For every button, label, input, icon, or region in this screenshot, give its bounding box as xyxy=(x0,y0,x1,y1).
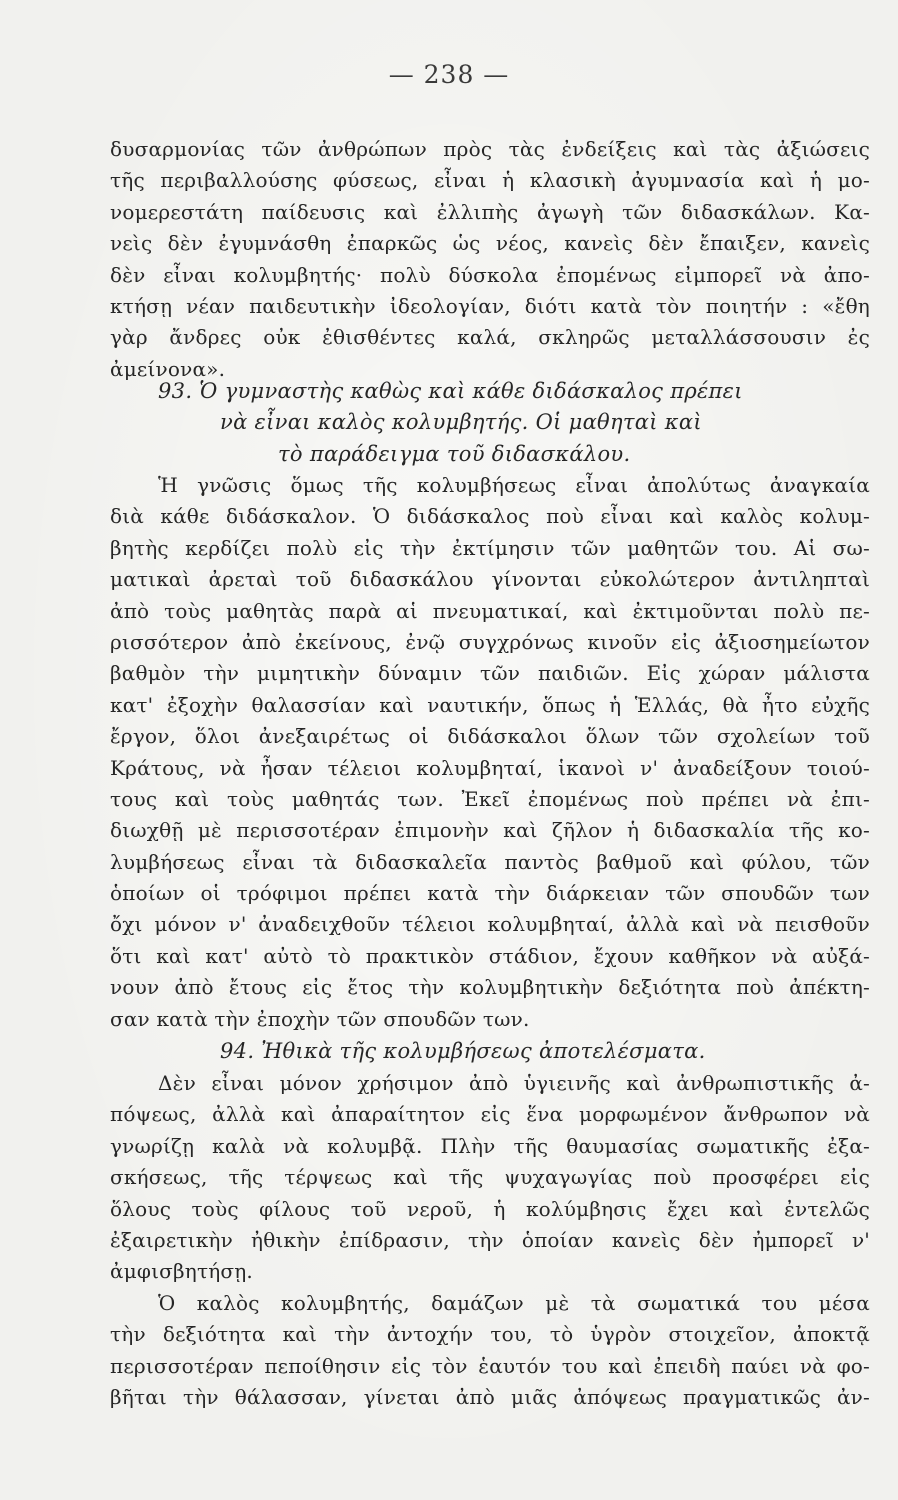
text-line: νεὶς δὲν ἐγυμνάσθη ἐπαρκῶς ὡς νέος, κανεὶς δὲν ἔπαιξεν, κανεὶς xyxy=(110,231,870,256)
text-line: ἔργον, ὅλοι ἀνεξαιρέτως οἱ διδάσκαλοι ὅλων τῶν σχολείων τοῦ xyxy=(110,724,870,749)
text-line: δὲν εἶναι κολυμβητής· πολὺ δύσκολα ἐπομένως εἰμπορεῖ νὰ ἀπο- xyxy=(110,262,870,287)
text-line: νομερεστάτη παίδευσις καὶ ἐλλιπὴς ἀγωγὴ τῶν διδασκάλων. Κα- xyxy=(110,199,870,224)
text-line: διωχθῇ μὲ περισσοτέραν ἐπιμονὴν καὶ ζῆλον ἡ διδασκαλία τῆς κο- xyxy=(110,818,870,843)
section-93-heading xyxy=(110,376,870,470)
paragraph-swimming-teacher xyxy=(110,470,870,1035)
section-heading-line: νὰ εἶναι καλὸς κολυμβητής. Οἱ μαθηταὶ καὶ xyxy=(220,410,702,435)
text-line: βητὴς κερδίζει πολὺ εἰς τὴν ἐκτίμησιν τῶν μαθητῶν του. Αἱ σω- xyxy=(110,535,870,560)
text-line: κατ' ἐξοχὴν θαλασσίαν καὶ ναυτικήν, ὅπως ἡ Ἑλλάς, θὰ ἦτο εὐχῆς xyxy=(110,692,870,717)
section-heading-line: 94. Ἠθικὰ τῆς κολυμβήσεως ἀποτελέσματα. xyxy=(220,1039,706,1063)
paragraph-continuation xyxy=(110,134,870,385)
text-line: βαθμὸν τὴν μιμητικὴν δύναμιν τῶν παιδιῶν. Εἰς χώραν μάλιστα xyxy=(110,661,870,686)
text-line: κτήσῃ νέαν παιδευτικὴν ἰδεολογίαν, διότι κατὰ τὸν ποιητήν : «ἔθη xyxy=(110,293,870,318)
text-line: ἀμείνονα». xyxy=(110,356,226,381)
text-line: νουν ἀπὸ ἔτους εἰς ἔτος τὴν κολυμβητικὴν δεξιότητα ποὺ ἀπέκτη- xyxy=(110,975,870,1000)
paragraph-good-swimmer xyxy=(110,1288,870,1414)
text-line: ὅτι καὶ κατ' αὐτὸ τὸ πρακτικὸν στάδιον, ἔχουν καθῆκον νὰ αὐξά- xyxy=(110,943,870,968)
text-line: ἀμφισβητήσῃ. xyxy=(110,1259,253,1284)
text-line: ἀπὸ τοὺς μαθητὰς παρὰ αἱ πνευματικαί, καὶ ἐκτιμοῦνται πολὺ πε- xyxy=(110,598,870,623)
text-line: βῆται τὴν θάλασσαν, γίνεται ἀπὸ μιᾶς ἀπόψεως πραγματικῶς ἀν- xyxy=(110,1385,870,1410)
section-94-heading xyxy=(110,1036,870,1067)
section-heading-line: 93. Ὁ γυμναστὴς καθὼς καὶ κάθε διδάσκαλος πρέπει xyxy=(158,379,743,403)
text-line: Ὁ καλὸς κολυμβητής, δαμάζων μὲ τὰ σωματικά του μέσα xyxy=(158,1291,870,1315)
text-line: πόψεως, ἀλλὰ καὶ ἀπαραίτητον εἰς ἕνα μορφωμένον ἄνθρωπον νὰ xyxy=(110,1102,870,1127)
text-line: ὄχι μόνον ν' ἀναδειχθοῦν τέλειοι κολυμβηταί, ἀλλὰ καὶ νὰ πεισθοῦν xyxy=(110,912,870,937)
text-line: γνωρίζῃ καλὰ νὰ κολυμβᾷ. Πλὴν τῆς θαυμασίας σωματικῆς ἐξα- xyxy=(110,1133,870,1158)
text-line: σαν κατὰ τὴν ἐποχὴν τῶν σπουδῶν των. xyxy=(110,1006,530,1031)
text-line: ματικαὶ ἀρεταὶ τοῦ διδασκάλου γίνονται εὐκολώτερον ἀντιληπταὶ xyxy=(110,567,870,592)
text-line: τὴν δεξιότητα καὶ τὴν ἀντοχήν του, τὸ ὑγρὸν στοιχεῖον, ἀποκτᾷ xyxy=(110,1322,870,1347)
section-heading-line: τὸ παράδειγμα τοῦ διδασκάλου. xyxy=(278,441,631,466)
paragraph-moral-effects xyxy=(110,1068,870,1288)
text-line: Κράτους, νὰ ἦσαν τέλειοι κολυμβηταί, ἱκανοὶ ν' ἀναδείξουν τοιού- xyxy=(110,755,870,780)
text-line: ὅλους τοὺς φίλους τοῦ νεροῦ, ἡ κολύμβησις ἔχει καὶ ἐντελῶς xyxy=(110,1196,870,1221)
text-line: λυμβήσεως εἶναι τὰ διδασκαλεῖα παντὸς βαθμοῦ καὶ φύλου, τῶν xyxy=(110,849,870,874)
text-line: ἐξαιρετικὴν ἠθικὴν ἐπίδρασιν, τὴν ὁποίαν κανεὶς δὲν ἠμπορεῖ ν' xyxy=(110,1227,870,1252)
text-line: Ἡ γνῶσις ὅμως τῆς κολυμβήσεως εἶναι ἀπολύτως ἀναγκαία xyxy=(158,473,870,497)
text-line: διὰ κάθε διδάσκαλον. Ὁ διδάσκαλος ποὺ εἶναι καὶ καλὸς κολυμ- xyxy=(110,504,870,529)
text-line: ὁποίων οἱ τρόφιμοι πρέπει κατὰ τὴν διάρκειαν τῶν σπουδῶν των xyxy=(110,881,870,906)
text-line: σκήσεως, τῆς τέρψεως καὶ τῆς ψυχαγωγίας ποὺ προσφέρει εἰς xyxy=(110,1165,870,1190)
text-line: δυσαρμονίας τῶν ἀνθρώπων πρὸς τὰς ἐνδείξεις καὶ τὰς ἀξιώσεις xyxy=(110,137,870,161)
text-line: τῆς περιβαλλούσης φύσεως, εἶναι ἡ κλασικὴ ἀγυμνασία καὶ ἡ μο- xyxy=(110,168,870,193)
text-line: ρισσότερον ἀπὸ ἐκείνους, ἐνῷ συγχρόνως κινοῦν εἰς ἀξιοσημείωτον xyxy=(110,629,870,654)
text-line: τους καὶ τοὺς μαθητάς των. Ἐκεῖ ἐπομένως ποὺ πρέπει νὰ ἐπι- xyxy=(110,786,870,811)
text-line: γὰρ ἄνδρες οὐκ ἐθισθέντες καλά, σκληρῶς μεταλλάσσουσιν ἐς xyxy=(110,325,870,350)
text-line: Δὲν εἶναι μόνον χρήσιμον ἀπὸ ὑγιεινῆς καὶ ἀνθρωπιστικῆς ἀ- xyxy=(158,1071,870,1095)
page-number: — 238 — xyxy=(388,60,510,89)
text-line: περισσοτέραν πεποίθησιν εἰς τὸν ἑαυτόν του καὶ ἐπειδὴ παύει νὰ φο- xyxy=(110,1353,870,1378)
